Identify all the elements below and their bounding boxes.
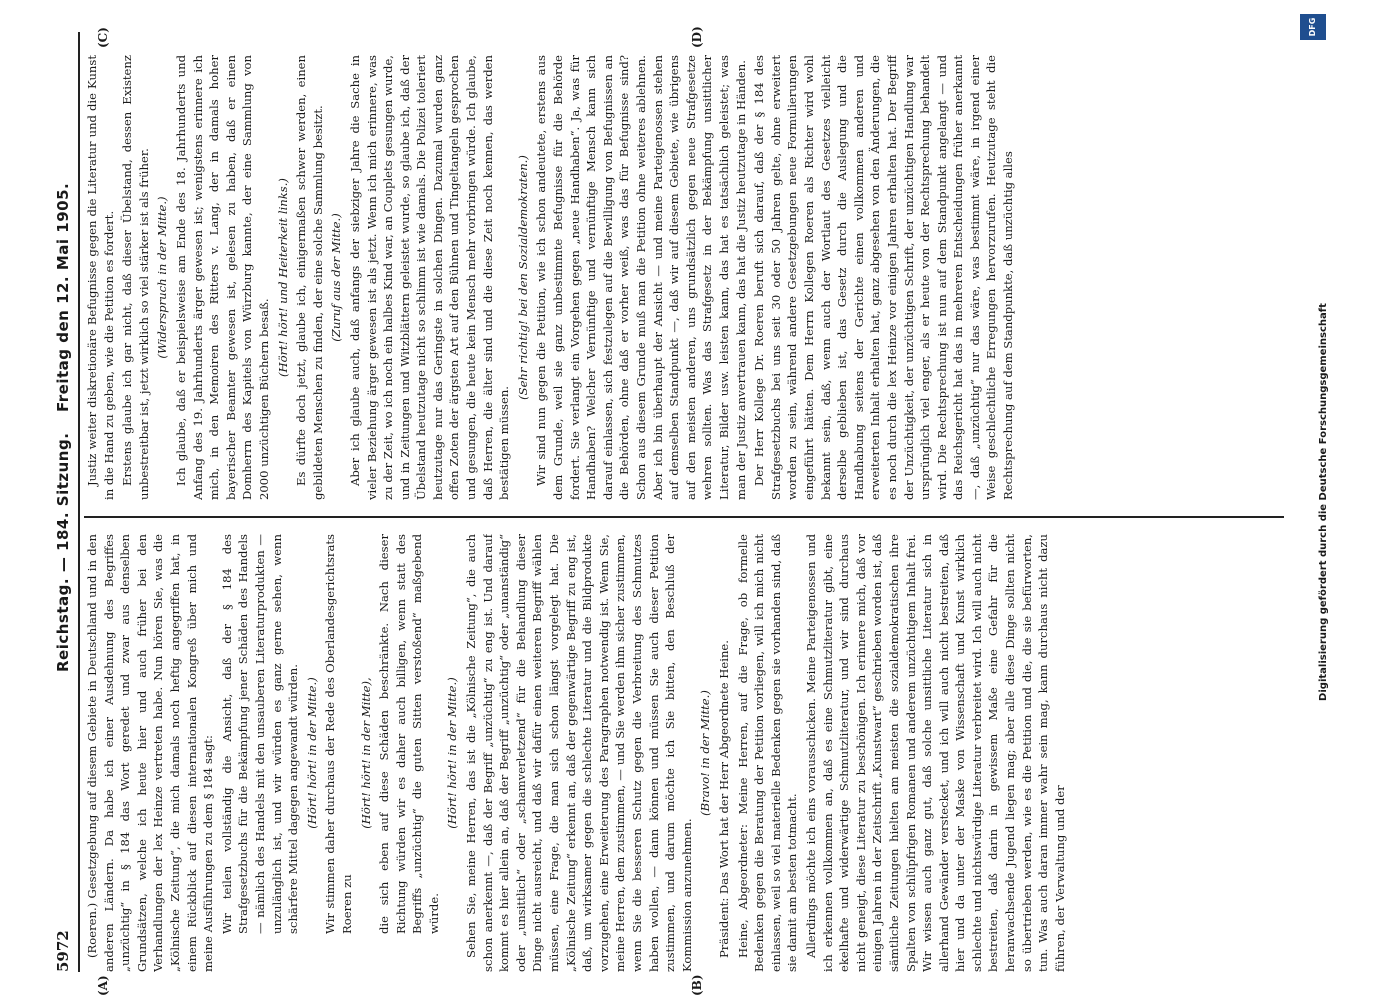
paragraph: Wir teilen vollständig die Ansicht, daß der § 184 des Strafgesetzbuchs für die Bekämpfung jener Schäden des Handels — nämlich des Handels mit den unsauberen Literaturprodukten — unzulänglich ist, und wir würden es ganz gerne sehen, wenn schärfere Mittel dagegen angewandt würden. [219, 534, 301, 934]
paragraph: Erstens glaube ich gar nicht, daß dieser Übelstand, dessen Existenz unbestreitbar ist, jetzt wirklich so viel stärker ist als früher. [120, 55, 151, 500]
margin-marker-a: (A) [96, 975, 110, 996]
paragraph: Es dürfte doch jetzt, glaube ich, einigermaßen schwer werden, einen gebildeten Menschen zu finden, der eine solche Sammlung besitzt. [294, 55, 325, 500]
interjection: (Widerspruch in der Mitte.) [155, 196, 170, 359]
running-title-right: Freitag den 12. Mai 1905. [54, 182, 72, 412]
paragraph: Sehen Sie, meine Herren, das ist die „Kölnische Zeitung“, die auch schon anerkennt —, daß der Begriff „unzüchtig“ zu eng ist. Und darauf kommt es hier allein an, daß der Begriff „unzüchtig“ oder „unanständig“ oder „unsittlich“ oder „schamverletzend“ für die Behandlung dieser Dinge nicht ausreicht, und daß wir dafür einen weiteren Begriff wählen müssen, eine Frage, die man sich schon längst vorgelegt hat. Die „Kölnische Zeitung“ erkennt an, daß der gegenwärtige Begriff zu eng ist, daß, um wirksamer gegen die schlechte Literatur und die Bildprodukte vorzugehen, eine Erweiterung des Paragraphen notwendig ist. Wenn Sie, meine Herren, dem zustimmen, — und Sie werden ihm sicher zustimmen, wenn Sie die besseren Schutz gegen die Verbreitung des Schmutzes haben wollen, — dann können und müssen Sie auch dieser Petition zustimmen, und darum möchte ich Sie bitten, den Beschluß der Kommission anzunehmen. [464, 534, 694, 972]
paragraph: Aber ich glaube auch, daß anfangs der siebziger Jahre die Sache in vieler Beziehung ärger gewesen ist als jetzt. Wenn ich mich erinnere, was zu der Zeit, wo ich noch ein halbes Kind war, an Couplets gesungen wurde, und in Zeitungen und Witzblättern geleistet wurde, so glaube ich, daß der Übelstand heutzutage nicht so schlimm ist wie damals. Die Polizei toleriert heutzutage nur das Geringste in solchen Dingen. Dazumal wurden ganz offen Zoten der ärgsten Art auf den Bühnen und Tingeltangeln gesprochen und gesungen, die heute kein Mensch mehr vorbringen würde. Ich glaube, daß Herren, die älter sind und die diese Zeit noch kennen, das werden bestätigen müssen. [347, 55, 512, 500]
paragraph: (Roeren.) Gesetzgebung auf diesem Gebiete in Deutschland und in den anderen Ländern. Da habe ich einer Ausdehnung des Begriffes „unzüchtig“ in § 184 das Wort geredet und zwar aus denselben Grundsätzen, welche ich heute hier und auch früher bei den Verhandlungen der lex Heinze vertreten habe. Nun hören Sie, was die „Kölnische Zeitung“, die mich damals noch heftig angegriffen hat, in einem Rückblick auf diesen internationalen Kongreß über mich und meine Ausführungen zu dem § 184 sagt: [85, 534, 216, 972]
header-rule [78, 32, 80, 972]
interjection: (Sehr richtig! bei den Sozialdemokraten.) [515, 155, 530, 400]
margin-marker-b: (B) [690, 974, 704, 996]
text-column-right [84, 55, 1294, 500]
interjection: (Hört! hört! in der Mitte.) [304, 677, 319, 829]
dfg-logo: DFG [1300, 14, 1326, 40]
digitization-credit: Digitalisierung gefördert durch die Deutsche Forschungsgemeinschaft [1318, 303, 1329, 701]
interjection: (Zuruf aus der Mitte.) [329, 213, 344, 342]
margin-marker-d: (D) [690, 26, 704, 48]
paragraph: Justiz weiter diskretionäre Befugnisse gegen die Literatur und die Kunst in die Hand zu geben, wie die Petition es fordert. [85, 55, 116, 500]
running-title-left: Reichstag. — 184. Sitzung. [54, 432, 72, 672]
page-header [52, 32, 76, 972]
interjection: (Hört! hört! in der Mitte.) [445, 677, 460, 829]
interjection: (Hört! hört! und Heiterkeit links.) [275, 178, 290, 377]
paragraph: Wir stimmen daher durchaus der Rede des Oberlandesgerichtsrats Roeren zu [323, 534, 354, 934]
text-column-left [84, 534, 1294, 972]
page-number: 5972 [54, 930, 72, 972]
interjection: (Bravo! in der Mitte.) [698, 690, 713, 816]
paragraph: Wir sind nun gegen die Petition, wie ich schon andeutete, erstens aus dem Grunde, weil sie ganz unbestimmte Befugnisse für die Behörde fordert. Sie verlangt ein Vorgehen gegen „neue Handhaben“. Ja, was für Handhaben? Welcher Vernünftige und vernünftige Mensch kann sich darauf einlassen, sich festzulegen auf die Bewilligung von Befugnissen an die Behörden, ohne daß er vorher weiß, was das für Befugnisse sind? Schon aus diesem Grunde muß man die Petition ohne weiteres ablehnen. Aber ich bin überhaupt der Ansicht — und meine Parteigenossen stehen auf demselben Standpunkt —, daß wir auf diesem Gebiete, wie übrigens auf den meisten anderen, uns grundsätzlich gegen neue Strafgesetze wehren sollten. Was das Strafgesetz in der Bekämpfung unsittlicher Literatur, Bilder usw. leisten kann, das hat es tatsächlich geleistet; was man der Justiz anvertrauen kann, das hat die Justiz heutzutage in Händen. [534, 55, 748, 500]
margin-marker-c: (C) [96, 27, 110, 48]
paragraph: Der Herr Kollege Dr. Roeren beruft sich darauf, daß der § 184 des Strafgesetzbuchs bei uns seit 30 oder 50 Jahren gelte, ohne erweitert worden zu sein, während andere Gesetzgebungen neue Formulierungen eingeführt hätten. Dem Herrn Kollegen Roeren als Richter wird wohl bekannt sein, daß, wenn auch der Wortlaut des Gesetzes vielleicht derselbe geblieben ist, das Gesetz durch die Auslegung und die Handhabung seitens der Gerichte einen vollkommen anderen und erweiterten Inhalt erhalten hat, ganz abgesehen von den Änderungen, die es noch durch die lex Heinze vor einigen Jahren erhalten hat. Der Begriff der Unzüchtigkeit, der unzüchtigen Schrift, der unzüchtigen Handlung war ursprünglich viel enger, als er heute von der Rechtsprechung behandelt wird. Die Rechtsprechung ist nun auf dem Standpunkt angelangt — und das Reichsgericht hat das in mehreren Entscheidungen früher anerkannt —, daß „unzüchtig“ nur das wäre, was bestimmt wäre, in irgend einer Weise geschlechtliche Erregungen hervorzurufen. Heutzutage steht die Rechtsprechung auf dem Standpunkte, daß unzüchtig alles [752, 55, 1016, 500]
paragraph: Heine, Abgeordneter: Meine Herren, auf die Frage, ob formelle Bedenken gegen die Beratung der Petition vorliegen, will ich mich nicht einlassen, weil so viel materielle Bedenken gegen sie vorhanden sind, daß sie damit am besten totmacht. [735, 534, 800, 972]
paragraph: Präsident: Das Wort hat der Herr Abgeordnete Heine. [716, 640, 731, 958]
column-divider [84, 516, 1284, 518]
paragraph: Allerdings möchte ich eins vorausschicken. Meine Parteigenossen und ich erkennen vollkommen an, daß es eine Schmutzliteratur gibt, eine ekelhafte und widerwärtige Schmutzliteratur, und wir sind durchaus nicht geneigt, diese Literatur zu beschönigen. Ich erinnere mich, daß vor einigen Jahren in der Zeitschrift „Kunstwart“ geschrieben worden ist, daß sämtliche Zeitungen hielten am meisten die sozialdemokratischen ihre Spalten von schlüpfrigen Romanen und anderem unzüchtigem Inhalt frei. Wir wissen auch ganz gut, daß solche unsittliche Literatur sich in allerhand Gewänder verstecket, und ich will auch nicht bestreiten, daß hier und da unter der Maske von Wissenschaft und Kunst wirklich schlechte und nichtswürdige Literatur verbreitet wird. Ich will auch nicht bestreiten, daß darin in gewissem Maße eine Gefahr für die heranwachsende Jugend liegen mag; aber alle diese Dinge sollten nicht so übertrieben werden, wie es die Petition und die, die sie befürworten, tun. Was auch daran immer wahr sein mag, kann durchaus nicht dazu führen, der Verwaltung und der [803, 534, 1067, 972]
interjection: (Hört! hört! in der Mitte), [358, 677, 373, 829]
paragraph: die sich eben auf diese Schäden beschränkte. Nach dieser Richtung würden wir es daher auch billigen, wenn statt des Begriffs „unzüchtig“ die guten Sitten verstoßend“ maßgebend würde. [377, 534, 441, 934]
paragraph: Ich glaube, daß er beispielsweise am Ende des 18. Jahrhunderts und Anfang des 19. Jahrhunderts ärger gewesen ist; wenigstens erinnere ich mich, in den Memoiren des Ritters v. Lang, der in damals hoher bayerischer Beamter gewesen ist, gelesen zu haben, daß er einen Domherrn des Kapitels von Würzburg kannte, der eine Sammlung von 2000 unzüchtigen Büchern besaß. [173, 55, 271, 500]
